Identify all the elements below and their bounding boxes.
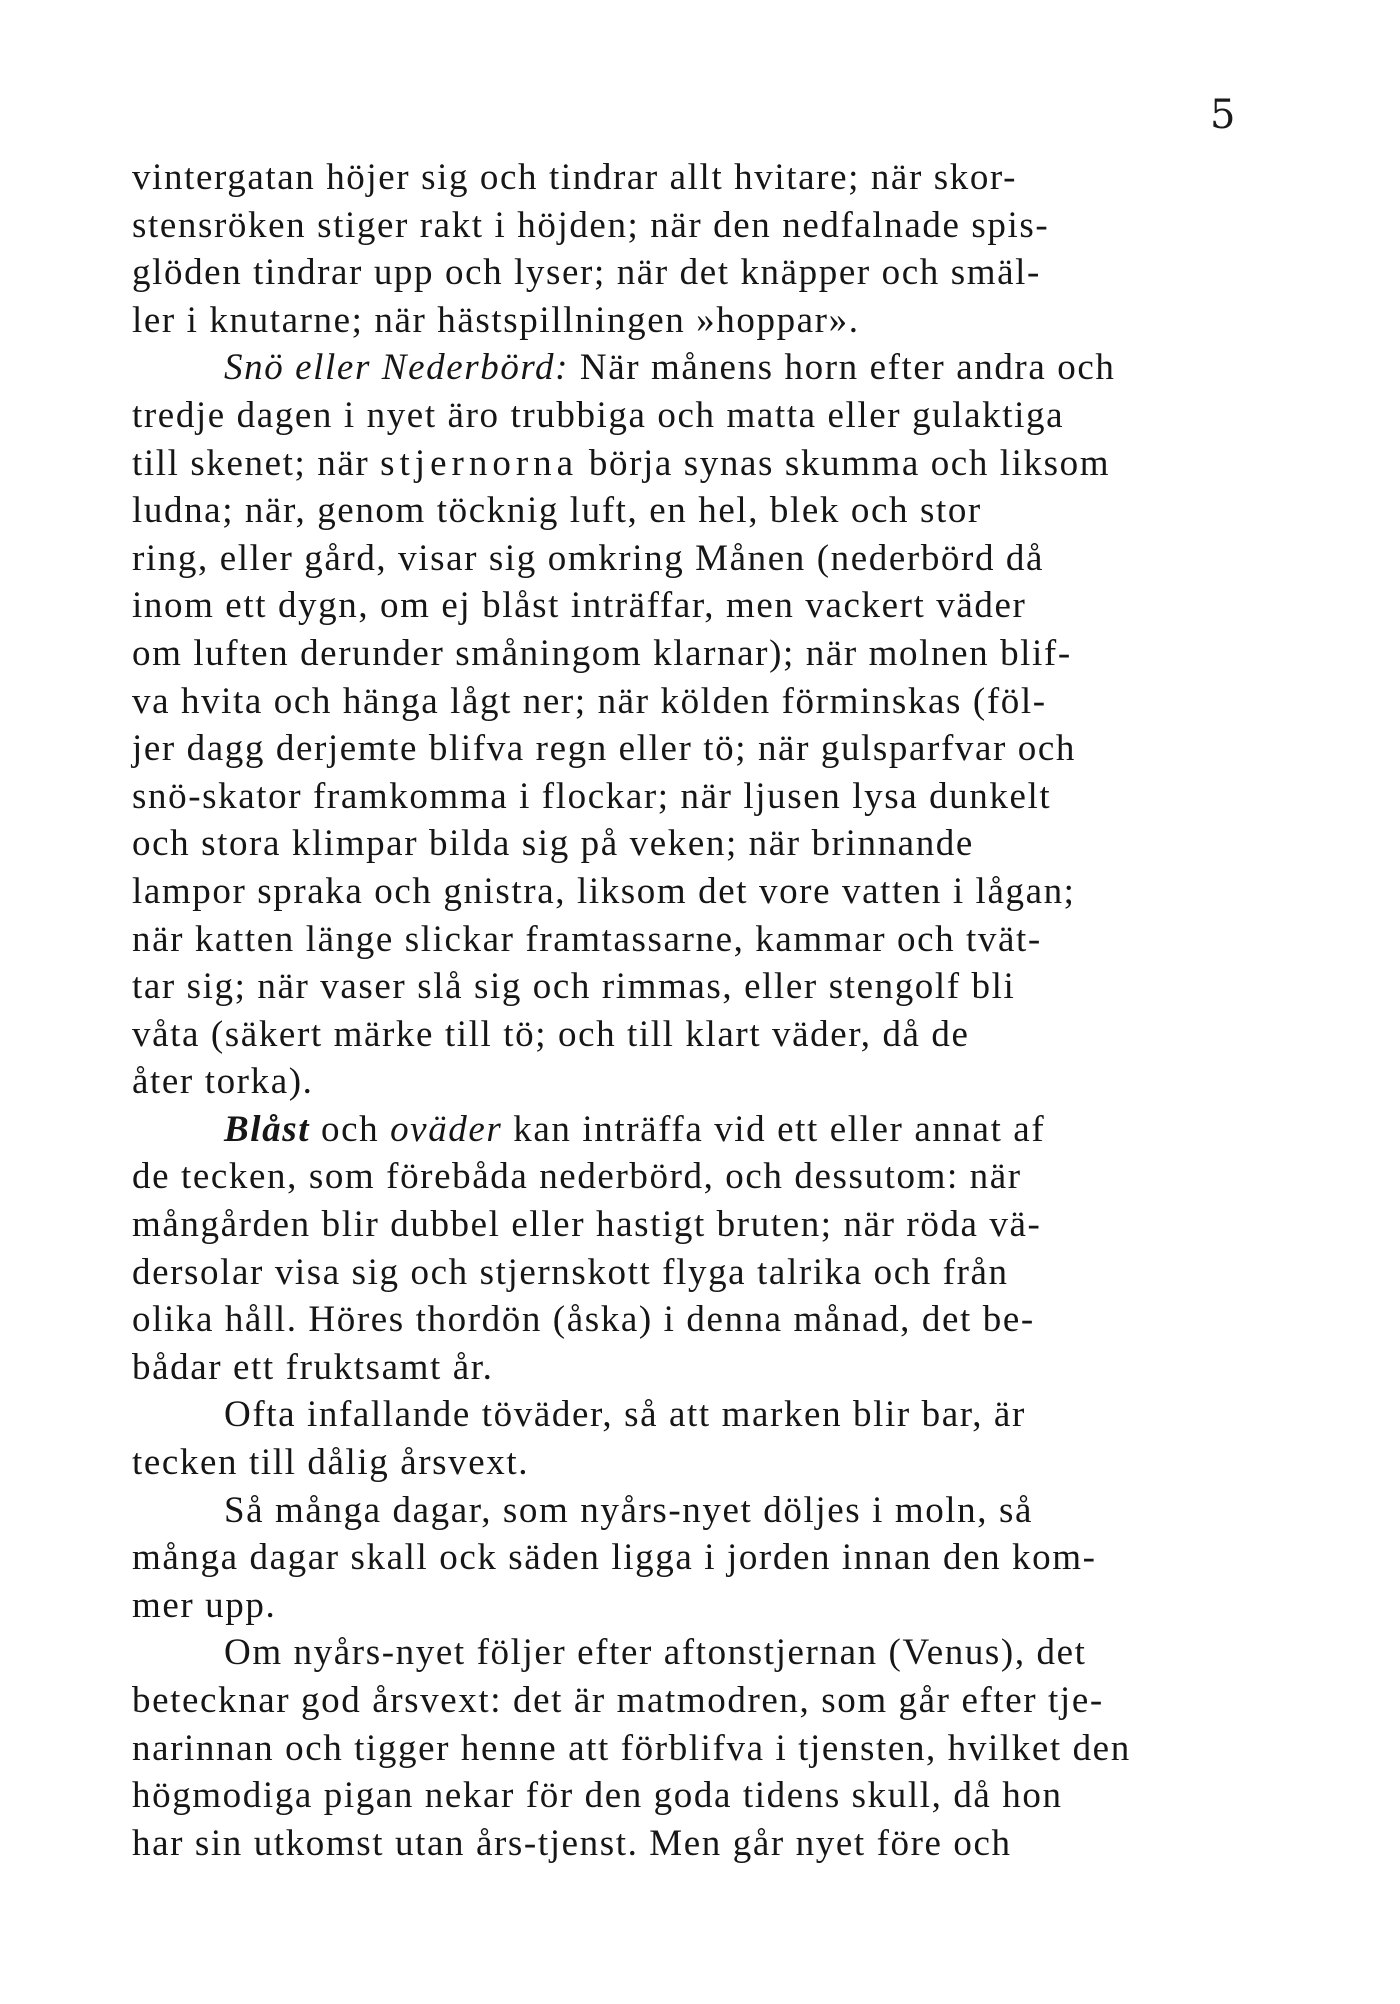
text-run: börja synas skumma och liksom <box>578 442 1111 484</box>
text-line <box>132 1534 1292 1582</box>
text-run: Så många dagar, som nyårs-nyet döljes i moln, så <box>224 1489 1033 1531</box>
text-run: kan inträffa vid ett eller annat af <box>502 1108 1046 1150</box>
text-run: dersolar visa sig och stjernskott flyga talrika och från <box>132 1251 1009 1293</box>
text-run: om luften derunder småningom klarnar); när molnen blif- <box>132 632 1072 674</box>
text-line <box>132 344 1292 392</box>
text-run: stensröken stiger rakt i höjden; när den nedfalnade spis- <box>132 204 1050 246</box>
text-line <box>132 1725 1292 1773</box>
text-run: till skenet; när <box>132 442 381 484</box>
text-run: högmodiga pigan nekar för den goda tidens skull, då hon <box>132 1775 1063 1817</box>
text-run: bådar ett fruktsamt år. <box>132 1346 494 1388</box>
text-run: tredje dagen i nyet äro trubbiga och matta eller gulaktiga <box>132 394 1065 436</box>
text-line <box>132 1582 1292 1630</box>
emphasized-text: stjernorna <box>380 442 579 484</box>
text-run: vintergatan höjer sig och tindrar allt hvitare; när skor- <box>132 157 1018 198</box>
text-run: lampor spraka och gnistra, liksom det vore vatten i lågan; <box>132 870 1076 912</box>
text-run: betecknar god årsvext: det är matmodren, som går efter tje- <box>132 1680 1104 1721</box>
text-run: ring, eller gård, visar sig omkring Månen (nederbörd då <box>132 537 1045 579</box>
text-line <box>132 440 1292 488</box>
text-run: Om nyårs-nyet följer efter aftonstjernan (Venus), det <box>224 1632 1087 1674</box>
text-run: mångården blir dubbel eller hastigt bruten; när röda vä- <box>132 1204 1042 1246</box>
text-line <box>132 1344 1292 1392</box>
text-line <box>132 154 1292 202</box>
text-line <box>132 1487 1292 1535</box>
text-line <box>132 487 1292 535</box>
emphasized-text: Snö eller Nederbörd: <box>224 347 570 389</box>
text-run: narinnan och tigger henne att förblifva i tjensten, hvilket den <box>132 1727 1131 1769</box>
text-run: jer dagg derjemte blifva regn eller tö; när gulsparfvar och <box>132 728 1077 770</box>
text-run: våta (säkert märke till tö; och till klart väder, då de <box>132 1013 970 1055</box>
text-run: När månens horn efter andra och <box>569 347 1116 389</box>
text-run: och <box>310 1108 391 1150</box>
text-run: tecken till dålig årsvext. <box>132 1442 530 1484</box>
text-line <box>132 202 1292 250</box>
text-run: glöden tindrar upp och lyser; när det knäpper och smäl- <box>132 252 1041 294</box>
text-line <box>132 297 1292 345</box>
text-line <box>132 630 1292 678</box>
text-run: har sin utkomst utan års-tjenst. Men går nyet före och <box>132 1822 1012 1864</box>
text-run: ler i knutarne; när hästspillningen »hoppar». <box>132 299 860 341</box>
text-line <box>132 1058 1292 1106</box>
text-run: mer upp. <box>132 1584 277 1626</box>
text-run: tar sig; när vaser slå sig och rimmas, eller stengolf bli <box>132 966 1016 1008</box>
text-line <box>132 1153 1292 1201</box>
text-line <box>132 1772 1292 1820</box>
text-run: Ofta infallande töväder, så att marken blir bar, är <box>224 1394 1026 1436</box>
text-line <box>132 1249 1292 1297</box>
text-line <box>132 820 1292 868</box>
body-text <box>132 154 1292 1867</box>
emphasized-text: oväder <box>390 1108 503 1150</box>
text-run: snö-skator framkomma i flockar; när ljusen lysa dunkelt <box>132 775 1052 817</box>
text-line <box>132 249 1292 297</box>
emphasized-text: Blåst <box>224 1108 311 1150</box>
text-line <box>132 1201 1292 1249</box>
text-run: ludna; när, genom töcknig luft, en hel, blek och stor <box>132 490 982 532</box>
text-run: många dagar skall ock säden ligga i jorden innan den kom- <box>132 1537 1097 1579</box>
text-run: de tecken, som förebåda nederbörd, och dessutom: när <box>132 1156 1022 1198</box>
text-line <box>132 916 1292 964</box>
text-run: inom ett dygn, om ej blåst inträffar, men vackert väder <box>132 585 1027 627</box>
text-run: åter torka). <box>132 1061 314 1103</box>
text-line <box>132 392 1292 440</box>
text-line <box>132 1677 1292 1725</box>
text-line <box>132 1629 1292 1677</box>
text-run: va hvita och hänga lågt ner; när kölden förminskas (föl- <box>132 680 1047 722</box>
text-line <box>132 1439 1292 1487</box>
text-line <box>132 678 1292 726</box>
text-line <box>132 1106 1292 1154</box>
text-line <box>132 868 1292 916</box>
text-line <box>132 582 1292 630</box>
text-line <box>132 1820 1292 1868</box>
text-run: när katten länge slickar framtassarne, kammar och tvät- <box>132 918 1042 960</box>
page-number: 5 <box>1210 92 1236 138</box>
text-run: och stora klimpar bilda sig på veken; när brinnande <box>132 823 974 865</box>
text-line <box>132 1011 1292 1059</box>
text-line <box>132 1296 1292 1344</box>
text-run: olika håll. Höres thordön (åska) i denna månad, det be- <box>132 1299 1035 1341</box>
text-line <box>132 963 1292 1011</box>
text-line <box>132 773 1292 821</box>
text-line <box>132 535 1292 583</box>
text-line <box>132 1391 1292 1439</box>
text-line <box>132 725 1292 773</box>
